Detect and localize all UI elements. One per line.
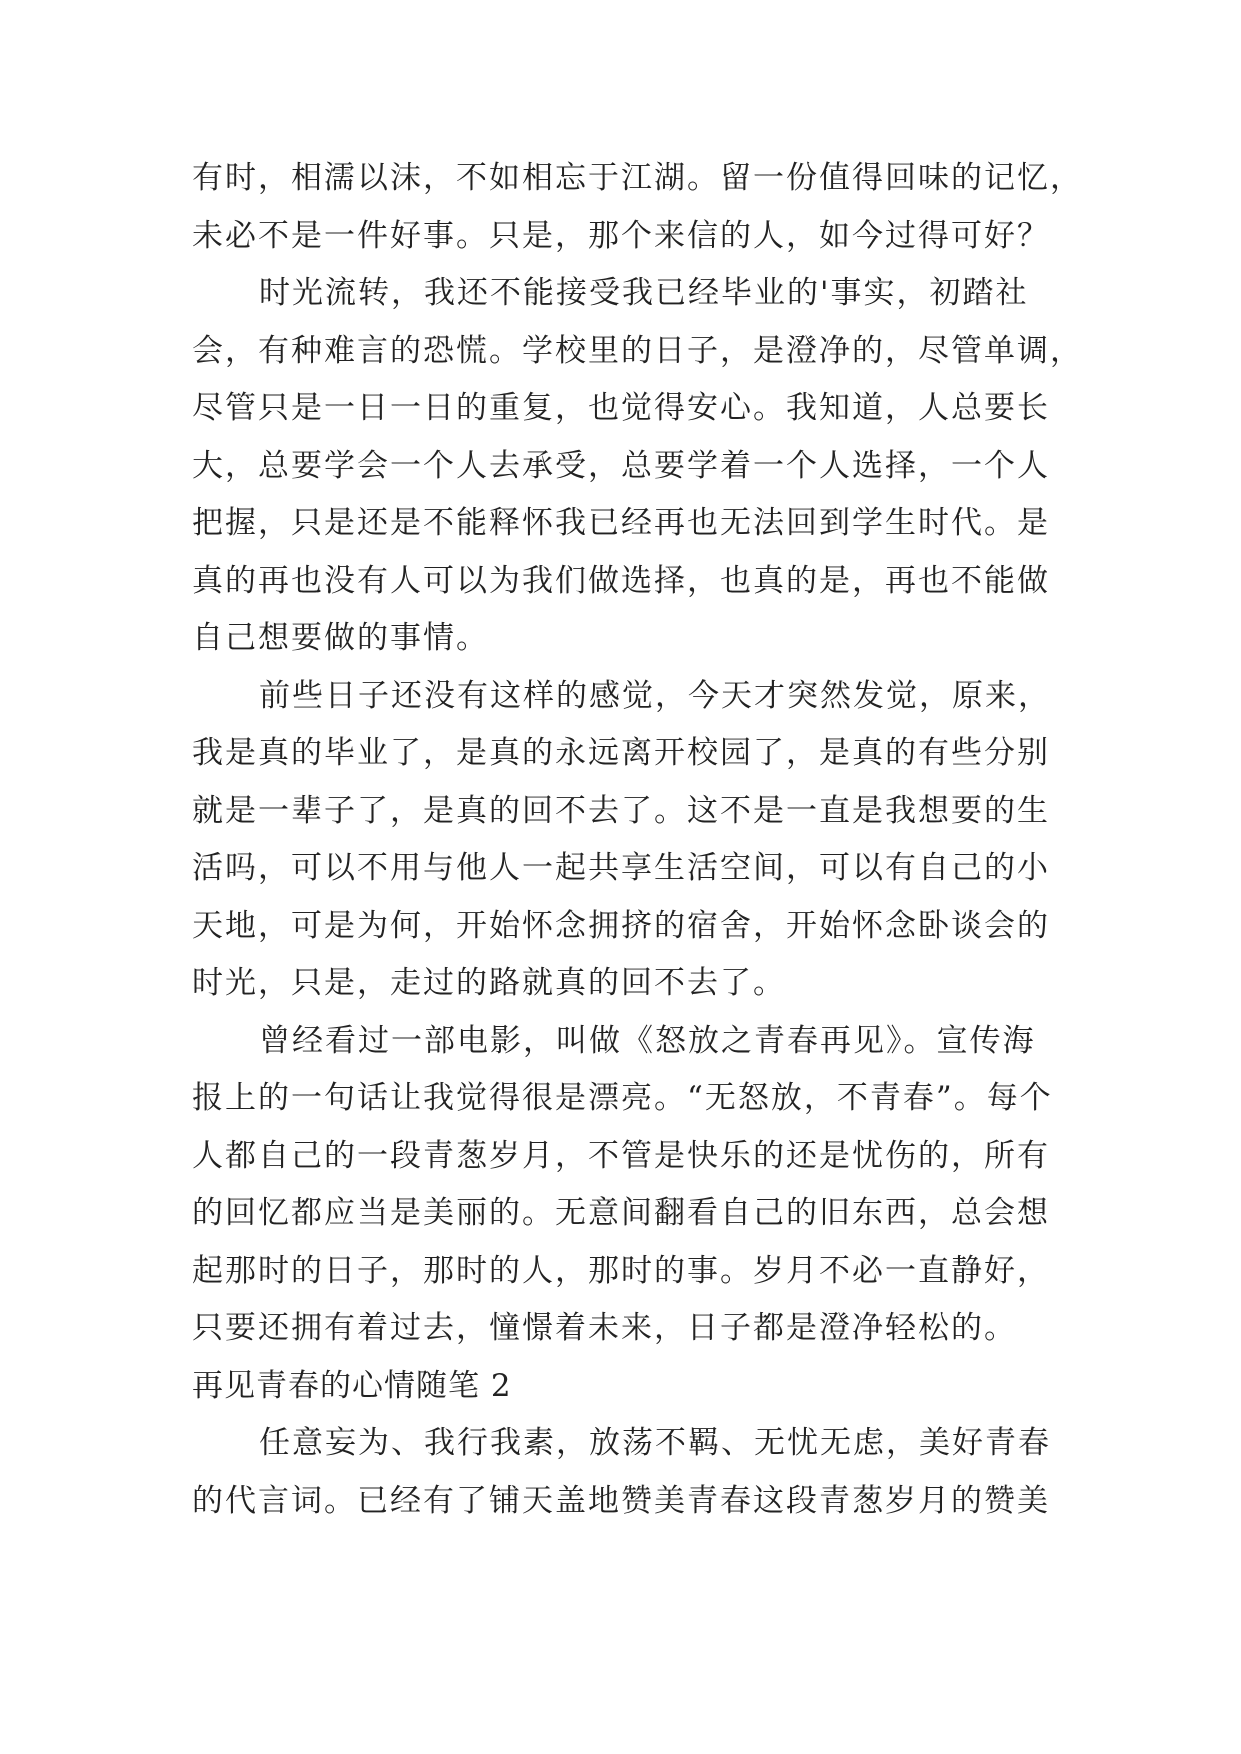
section-heading: 再见青春的心情随笔 2 xyxy=(192,1367,512,1404)
text-line: 活吗，可以不用与他人一起共享生活空间，可以有自己的小 xyxy=(192,850,1050,886)
paragraph-first-line: 时光流转，我还不能接受我已经毕业的'事实，初踏社 xyxy=(259,275,1029,311)
text-line: 天地，可是为何，开始怀念拥挤的宿舍，开始怀念卧谈会的 xyxy=(192,907,1050,944)
paragraph-first-line: 任意妄为、我行我素，放荡不羁、无忧无虑，美好青春 xyxy=(259,1425,1051,1461)
text-line: 未必不是一件好事。只是，那个来信的人，如今过得可好？ xyxy=(192,217,1050,254)
body-text xyxy=(192,150,1083,1530)
text-line: 尽管只是一日一日的重复，也觉得安心。我知道，人总要长 xyxy=(192,390,1050,426)
text-line: 人都自己的一段青葱岁月，不管是快乐的还是忧伤的，所有 xyxy=(192,1137,1050,1174)
text-line: 有时，相濡以沫，不如相忘于江湖。留一份值得回味的记忆， xyxy=(192,160,1083,196)
text-line: 报上的一句话让我觉得很是漂亮。“无怒放，不青春”。每个 xyxy=(192,1080,1053,1116)
text-line: 只要还拥有着过去，憧憬着未来，日子都是澄净轻松的。 xyxy=(192,1310,1017,1346)
text-line: 就是一辈子了，是真的回不去了。这不是一直是我想要的生 xyxy=(192,792,1050,829)
text-line: 自己想要做的事情。 xyxy=(192,620,489,656)
text-line: 真的再也没有人可以为我们做选择，也真的是，再也不能做 xyxy=(192,562,1050,599)
text-line: 的代言词。已经有了铺天盖地赞美青春这段青葱岁月的赞美 xyxy=(192,1482,1050,1519)
paragraph-first-line: 曾经看过一部电影，叫做《怒放之青春再见》。宣传海 xyxy=(259,1022,1036,1059)
paragraph-first-line: 前些日子还没有这样的感觉，今天才突然发觉，原来， xyxy=(259,677,1051,714)
text-line: 大，总要学会一个人去承受，总要学着一个人选择，一个人 xyxy=(192,447,1050,484)
text-line: 我是真的毕业了，是真的永远离开校园了，是真的有些分别 xyxy=(192,735,1050,771)
text-line: 的回忆都应当是美丽的。无意间翻看自己的旧东西，总会想 xyxy=(192,1195,1050,1231)
text-line: 起那时的日子，那时的人，那时的事。岁月不必一直静好， xyxy=(192,1252,1050,1289)
text-line: 会，有种难言的恐慌。学校里的日子，是澄净的，尽管单调， xyxy=(192,332,1083,369)
text-line: 把握，只是还是不能释怀我已经再也无法回到学生时代。是 xyxy=(192,505,1050,541)
text-line: 时光，只是，走过的路就真的回不去了。 xyxy=(192,965,786,1001)
